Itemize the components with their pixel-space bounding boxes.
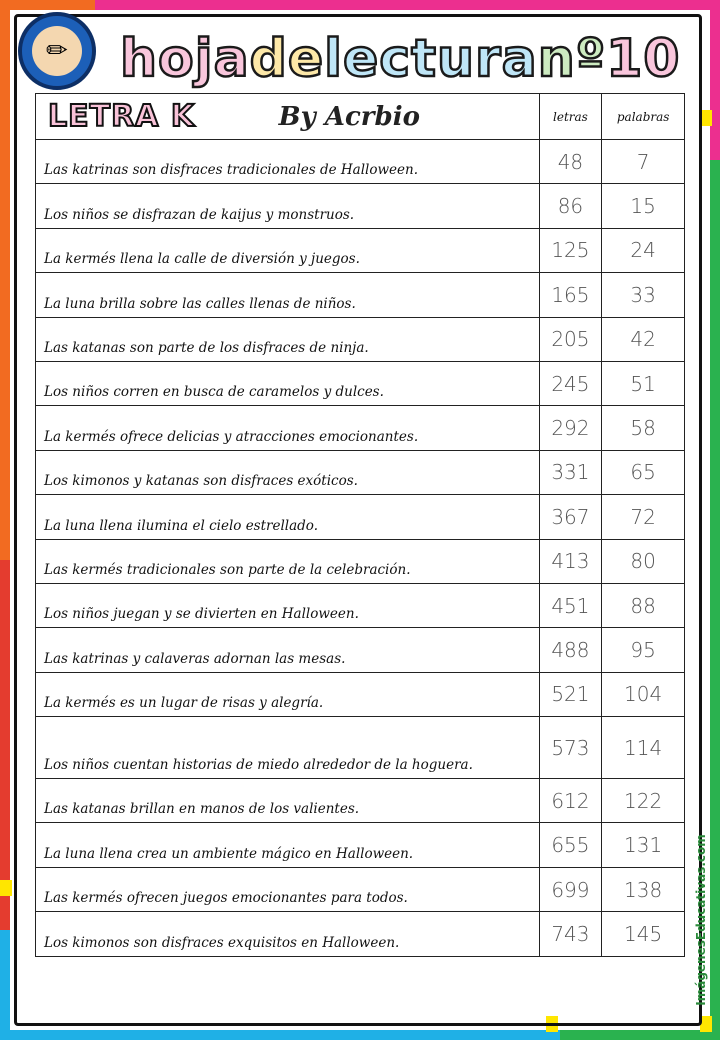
sentence-cell: Los niños corren en busca de caramelos y dulces.	[36, 361, 540, 405]
letters-count: 743	[539, 912, 602, 956]
words-count: 131	[602, 823, 685, 867]
table-row	[36, 361, 685, 405]
letters-count: 205	[539, 317, 602, 361]
letters-count: 292	[539, 406, 602, 450]
watermark-text: ImágenesEducativas.com	[694, 834, 708, 1006]
frame-right-pink	[710, 0, 720, 160]
table-row	[36, 406, 685, 450]
letters-count: 655	[539, 823, 602, 867]
words-count: 51	[602, 361, 685, 405]
letter-title: LETRA K	[48, 99, 196, 134]
frame-yellow-mark	[0, 880, 12, 896]
title-part: nº	[537, 29, 607, 89]
words-count: 145	[602, 912, 685, 956]
table-header-row	[36, 94, 685, 140]
pencil-kid-icon: ✏	[32, 26, 82, 76]
table-row	[36, 495, 685, 539]
sentence-cell: La luna brilla sobre las calles llenas de niños.	[36, 273, 540, 317]
sentence-cell: La kermés llena la calle de diversión y juegos.	[36, 228, 540, 272]
byline: By Acrbio	[278, 101, 420, 132]
sentence-cell: Las kermés tradicionales son parte de la celebración.	[36, 539, 540, 583]
words-count: 24	[602, 228, 685, 272]
letters-count: 451	[539, 583, 602, 627]
words-count: 72	[602, 495, 685, 539]
letters-count: 48	[539, 140, 602, 184]
sentence-cell: Las kermés ofrecen juegos emocionantes para todos.	[36, 867, 540, 911]
table-row	[36, 450, 685, 494]
sentence-cell: Los niños cuentan historias de miedo alrededor de la hoguera.	[36, 717, 540, 779]
table-row	[36, 717, 685, 779]
page-title	[120, 24, 680, 94]
words-count: 122	[602, 779, 685, 823]
frame-bottom-green	[560, 1030, 720, 1040]
table-row	[36, 228, 685, 272]
letters-count: 125	[539, 228, 602, 272]
column-header-letters: letras	[539, 94, 602, 140]
words-count: 88	[602, 583, 685, 627]
frame-right-green	[710, 160, 720, 1040]
table-row	[36, 912, 685, 956]
frame-left-red	[0, 560, 10, 930]
column-header-words: palabras	[602, 94, 685, 140]
sentence-cell: Los kimonos son disfraces exquisitos en Halloween.	[36, 912, 540, 956]
table-row	[36, 273, 685, 317]
logo	[18, 12, 96, 90]
table-row	[36, 867, 685, 911]
title-part: de	[249, 29, 325, 89]
sentence-cell: Las katanas brillan en manos de los valientes.	[36, 779, 540, 823]
table-row	[36, 583, 685, 627]
table-row	[36, 184, 685, 228]
table-row	[36, 628, 685, 672]
title-part: 10	[606, 29, 681, 89]
table-row	[36, 779, 685, 823]
frame-left-blue	[0, 930, 10, 1040]
sentence-cell: La luna llena ilumina el cielo estrellado.	[36, 495, 540, 539]
sentence-cell: La kermés ofrece delicias y atracciones emocionantes.	[36, 406, 540, 450]
letters-count: 521	[539, 672, 602, 716]
reading-table	[35, 93, 685, 957]
table-header-title	[36, 94, 540, 140]
words-count: 15	[602, 184, 685, 228]
table-row	[36, 539, 685, 583]
sentence-cell: Las katanas son parte de los disfraces de ninja.	[36, 317, 540, 361]
letters-count: 245	[539, 361, 602, 405]
letters-count: 699	[539, 867, 602, 911]
title-part: lectura	[324, 29, 538, 89]
words-count: 138	[602, 867, 685, 911]
letters-count: 86	[539, 184, 602, 228]
letters-count: 367	[539, 495, 602, 539]
title-part: hoja	[120, 29, 250, 89]
frame-top-pink	[95, 0, 720, 10]
sentence-cell: Las katrinas son disfraces tradicionales de Halloween.	[36, 140, 540, 184]
words-count: 42	[602, 317, 685, 361]
words-count: 80	[602, 539, 685, 583]
words-count: 33	[602, 273, 685, 317]
words-count: 7	[602, 140, 685, 184]
letters-count: 331	[539, 450, 602, 494]
table-row	[36, 317, 685, 361]
sentence-cell: La kermés es un lugar de risas y alegría.	[36, 672, 540, 716]
words-count: 104	[602, 672, 685, 716]
frame-bottom-blue	[0, 1030, 560, 1040]
words-count: 95	[602, 628, 685, 672]
sentence-cell: La luna llena crea un ambiente mágico en Halloween.	[36, 823, 540, 867]
letters-count: 413	[539, 539, 602, 583]
letters-count: 573	[539, 717, 602, 779]
table-row	[36, 672, 685, 716]
table-body	[36, 140, 685, 957]
letters-count: 612	[539, 779, 602, 823]
sentence-cell: Los kimonos y katanas son disfraces exóticos.	[36, 450, 540, 494]
letters-count: 488	[539, 628, 602, 672]
words-count: 114	[602, 717, 685, 779]
table-row	[36, 140, 685, 184]
words-count: 58	[602, 406, 685, 450]
words-count: 65	[602, 450, 685, 494]
sentence-cell: Los niños se disfrazan de kaijus y monstruos.	[36, 184, 540, 228]
table-row	[36, 823, 685, 867]
sentence-cell: Los niños juegan y se divierten en Halloween.	[36, 583, 540, 627]
letters-count: 165	[539, 273, 602, 317]
watermark	[694, 830, 708, 1010]
sentence-cell: Las katrinas y calaveras adornan las mesas.	[36, 628, 540, 672]
